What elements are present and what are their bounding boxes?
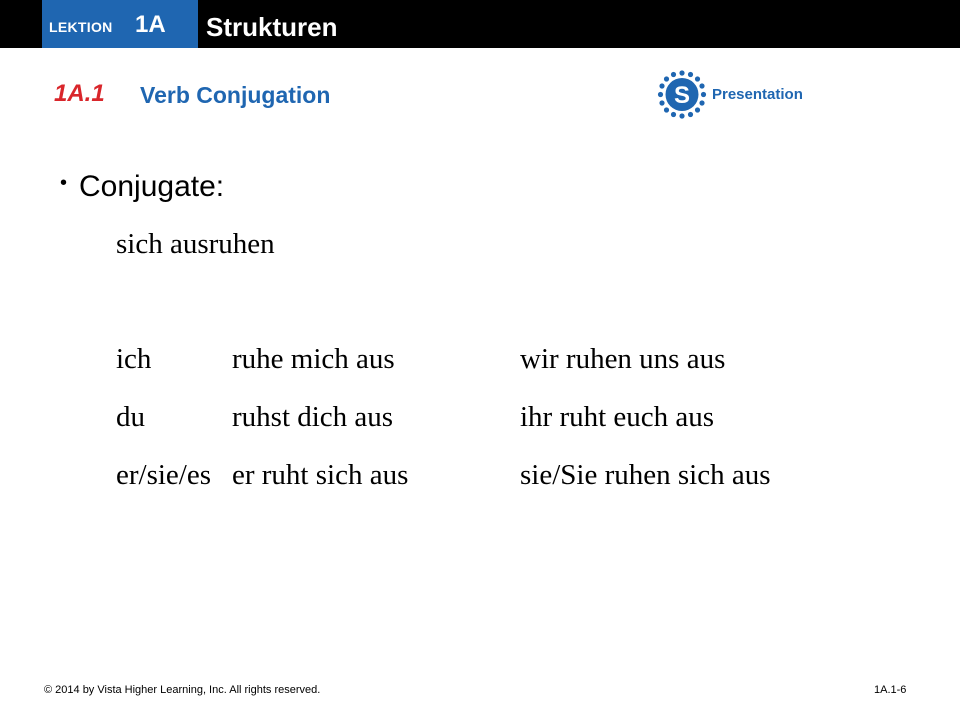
form-wir: wir ruhen uns aus bbox=[520, 343, 726, 375]
pronoun-ich: ich bbox=[116, 343, 152, 375]
lektion-number: 1A bbox=[135, 11, 166, 38]
lektion-label: LEKTION bbox=[49, 19, 113, 35]
pronoun-er-sie-es: er/sie/es bbox=[116, 459, 212, 491]
form-du: ruhst dich aus bbox=[232, 401, 394, 433]
form-ich: ruhe mich aus bbox=[232, 343, 395, 375]
form-er-sie-es: er ruht sich aus bbox=[232, 459, 409, 491]
presentation-label: Presentation bbox=[712, 86, 803, 103]
infinitive-verb: sich ausruhen bbox=[116, 228, 275, 260]
form-sie-Sie: sie/Sie ruhen sich aus bbox=[520, 459, 771, 491]
section-title: Verb Conjugation bbox=[140, 82, 331, 108]
supersite-s-icon bbox=[652, 68, 712, 126]
form-ihr: ihr ruht euch aus bbox=[520, 401, 715, 433]
copyright-notice: © 2014 by Vista Higher Learning, Inc. All rights reserved. bbox=[44, 684, 321, 696]
slide-number: 1A.1-6 bbox=[874, 684, 907, 696]
pronoun-du: du bbox=[116, 401, 145, 433]
section-number: 1A.1 bbox=[54, 80, 105, 107]
bullet-icon: • bbox=[60, 172, 68, 194]
bullet-text: Conjugate: bbox=[79, 170, 225, 203]
svg-text:S: S bbox=[673, 82, 691, 109]
chapter-title: Strukturen bbox=[206, 12, 338, 42]
